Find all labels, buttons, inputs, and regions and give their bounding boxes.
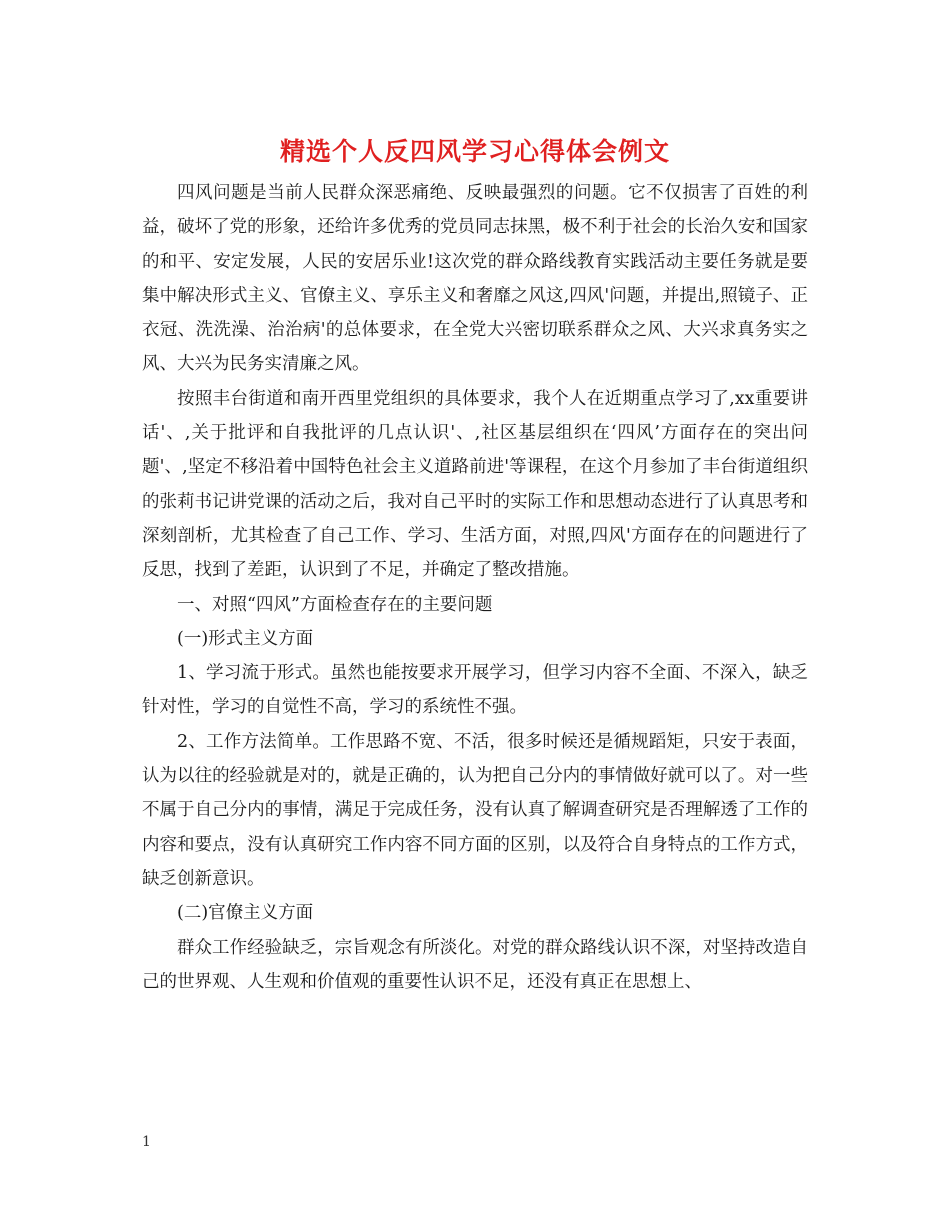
paragraph: 2、工作方法简单。工作思路不宽、不活，很多时候还是循规蹈矩，只安于表面，认为以往的经验就是对的，就是正确的，认为把自己分内的事情做好就可以了。对一些不属于自己分内的事情，满足于完成任务，没有认真了解调查研究是否理解透了工作的内容和要点，没有认真研究工作内容不同方面的区别，以及符合自身特点的工作方式，缺乏创新意识。: [142, 731, 808, 889]
subsection-heading: (一)形式主义方面: [177, 628, 314, 649]
page-number: 1: [142, 1134, 151, 1150]
paragraph: 群众工作经验缺乏，宗旨观念有所淡化。对党的群众路线认识不深，对坚持改造自己的世界观、人生观和价值观的重要性认识不足，还没有真正在思想上、: [142, 937, 808, 992]
document-body: [142, 176, 808, 999]
document-title: 精选个人反四风学习心得体会例文: [279, 137, 670, 166]
paragraph: 1、学习流于形式。虽然也能按要求开展学习，但学习内容不全面、不深入，缺乏针对性，学习的自觉性不高，学习的系统性不强。: [142, 663, 808, 718]
paragraph: 按照丰台街道和南开西里党组织的具体要求，我个人在近期重点学习了,xx重要讲话'、,关于批评和自我批评的几点认识'、,社区基层组织在‘四风’方面存在的突出问题'、,坚定不移沿着中国特色社会主义道路前进'等课程，在这个月参加了丰台街道组织的张莉书记讲党课的活动之后，我对自己平时的实际工作和思想动态进行了认真思考和深刻剖析，尤其检查了自己工作、学习、生活方面，对照,四风'方面存在的问题进行了反思，找到了差距，认识到了不足，并确定了整改措施。: [142, 388, 808, 581]
paragraph: 四风问题是当前人民群众深恶痛绝、反映最强烈的问题。它不仅损害了百姓的利益，破坏了党的形象，还给许多优秀的党员同志抹黑，极不利于社会的长治久安和国家的和平、安定发展，人民的安居乐业!这次党的群众路线教育实践活动主要任务就是要集中解决形式主义、官僚主义、享乐主义和奢靡之风这,四风'问题，并提出,照镜子、正衣冠、洗洗澡、治治病'的总体要求，在全党大兴密切联系群众之风、大兴求真务实之风、大兴为民务实清廉之风。: [142, 183, 808, 375]
section-heading: 一、对照“四风”方面检查存在的主要问题: [177, 594, 493, 615]
subsection-heading: (二)官僚主义方面: [177, 903, 314, 924]
